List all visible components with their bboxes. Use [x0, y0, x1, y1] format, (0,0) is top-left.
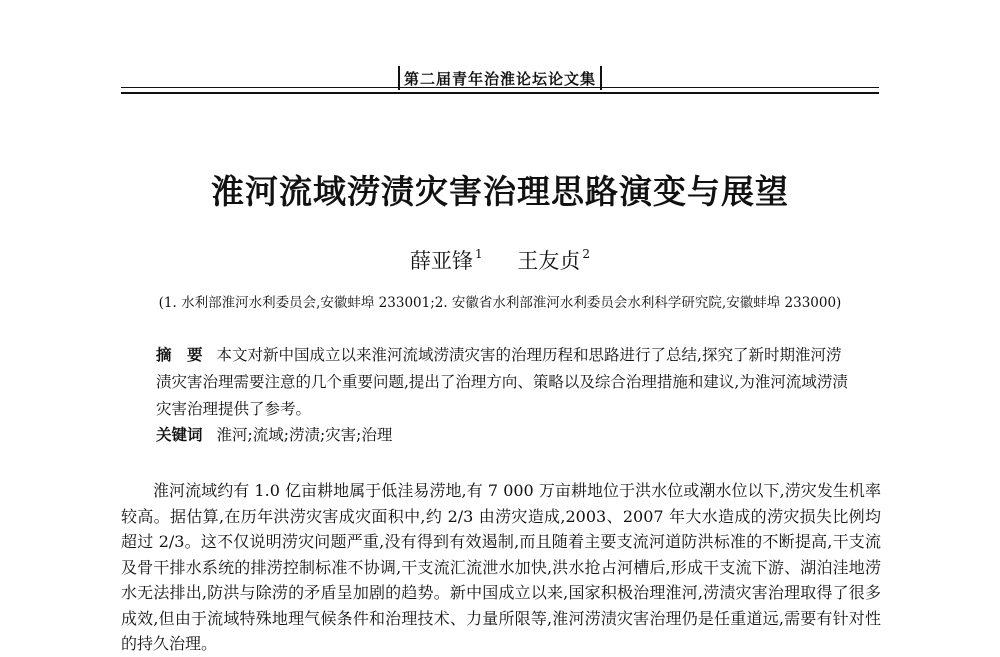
abstract-label: 摘 要: [156, 346, 203, 364]
author-affil-mark: 1: [475, 247, 483, 261]
header-rule-thin: [121, 87, 879, 88]
abstract: [156, 342, 856, 423]
series-title: 第二届青年治淮论坛论文集: [403, 69, 596, 88]
author: [517, 245, 590, 275]
abstract-text: 本文对新中国成立以来淮河流域涝渍灾害的治理历程和思路进行了总结,探究了新时期淮河涝渍灾害治理需要注意的几个重要问题,提出了治理方向、策略以及综合治理措施和建议,为淮河流域涝渍灾害治理提供了参考。: [156, 346, 848, 418]
author-name: 薛亚锋: [410, 249, 474, 273]
header-rule-thick: [121, 92, 879, 94]
author-list: [0, 245, 1000, 275]
keywords: [156, 423, 392, 445]
keywords-text: 淮河;流域;涝渍;灾害;治理: [216, 426, 393, 444]
body-paragraph: 淮河流域约有 1.0 亿亩耕地属于低洼易涝地,有 7 000 万亩耕地位于洪水位或潮水位以下,涝灾发生机率较高。据估算,在历年洪涝灾害成灾面积中,约 2/3 由涝灾造成,2003、2007 年大水造成的涝灾损失比例均超过 2/3。这不仅说明涝灾问题严重,没有得到有效遏制,而且随着主要支流河道防洪标准的不断提高,干支流及骨干排水系统的排涝控制标准不协调,干支流汇流泄水加快,洪水抢占河槽后,形成干支流下游、湖泊洼地涝水无法排出,防洪与除涝的矛盾呈加剧的趋势。新中国成立以来,国家积极治理淮河,涝渍灾害治理取得了很多成效,但由于流域特殊地理气候条件和治理技术、力量所限等,淮河涝渍灾害治理仍是任重道远,需要有针对性的持久治理。: [121, 481, 881, 653]
author-affil-mark: 2: [582, 247, 590, 261]
affiliations: (1. 水利部淮河水利委员会,安徽蚌埠 233001;2. 安徽省水利部淮河水利委员会水利科学研究院,安徽蚌埠 233000): [158, 295, 842, 311]
author-name: 王友贞: [517, 249, 581, 273]
keywords-label: 关键词: [156, 426, 203, 444]
paper-title: 淮河流域涝渍灾害治理思路演变与展望: [211, 172, 789, 211]
author: [410, 245, 483, 275]
